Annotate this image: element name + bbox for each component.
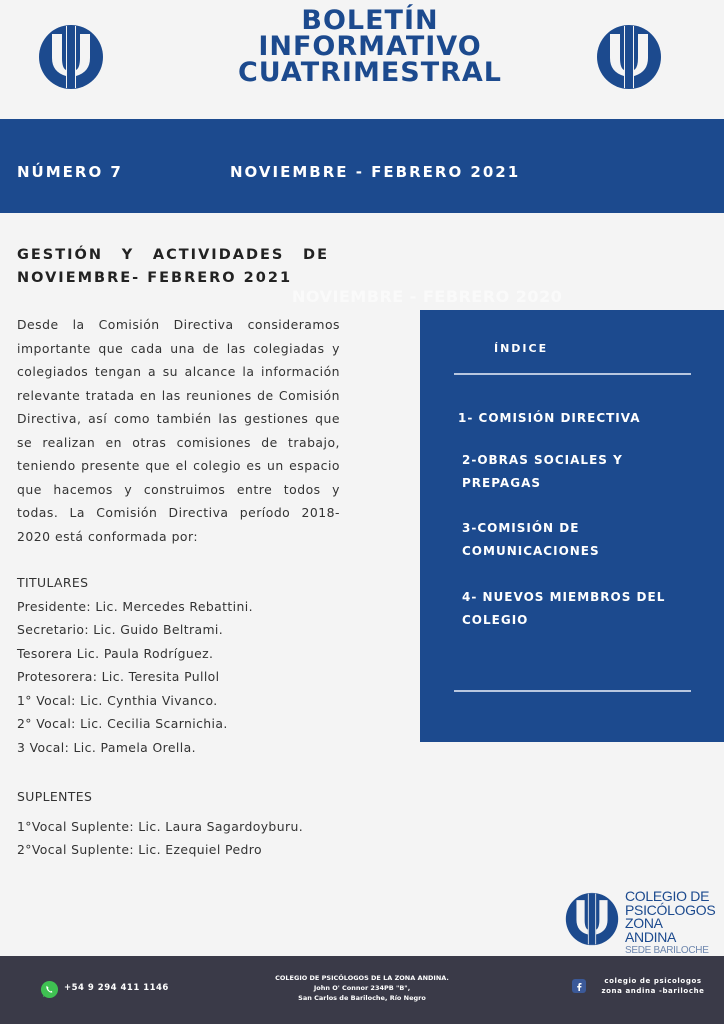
newsletter-header <box>0 0 724 118</box>
facebook-icon[interactable] <box>572 979 586 993</box>
list-item: Presidente: Lic. Mercedes Rebattini. <box>17 598 253 614</box>
list-item: 1°Vocal Suplente: Lic. Laura Sagardoyburu. <box>17 818 304 834</box>
title-line-3: CUATRIMESTRAL <box>237 57 503 88</box>
address-block <box>262 973 462 1003</box>
psi-logo-icon <box>38 24 104 90</box>
whatsapp-icon[interactable] <box>40 980 59 999</box>
title-line-1: BOLETÍN <box>301 5 439 36</box>
issue-number: NÚMERO 7 <box>17 163 123 181</box>
titulares-heading: TITULARES <box>17 575 89 590</box>
brand-line: COLEGIO DE <box>625 888 710 904</box>
facebook-line: zona andina -bariloche <box>601 987 705 995</box>
index-box <box>420 310 724 742</box>
psi-logo-icon <box>596 24 662 90</box>
college-logo <box>565 888 716 956</box>
index-item-comision-directiva[interactable]: 1- COMISIÓN DIRECTIVA <box>458 411 641 425</box>
psi-logo-icon <box>565 892 619 946</box>
list-item: 1° Vocal: Lic. Cynthia Vivanco. <box>17 692 218 708</box>
brand-line: ZONA ANDINA <box>625 915 677 945</box>
address-line: San Carlos de Bariloche, Río Negro <box>298 994 426 1002</box>
address-line: COLEGIO DE PSICÓLOGOS DE LA ZONA ANDINA. <box>275 974 449 982</box>
suplentes-heading: SUPLENTES <box>17 789 93 804</box>
list-item: 2° Vocal: Lic. Cecilia Scarnichia. <box>17 716 228 731</box>
brand-line: SEDE BARILOCHE <box>625 945 709 956</box>
brand-line: PSICÓLOGOS <box>625 901 716 918</box>
index-divider <box>454 690 691 692</box>
issue-date: NOVIEMBRE - FEBRERO 2021 <box>230 163 521 181</box>
footer <box>0 956 724 1024</box>
suplentes-list <box>17 785 303 862</box>
newsletter-title <box>200 5 540 88</box>
list-item: Tesorera Lic. Paula Rodríguez. <box>17 645 214 661</box>
list-item: Secretario: Lic. Guido Beltrami. <box>17 622 224 637</box>
index-item-nuevos-miembros[interactable]: 4- NUEVOS MIEMBROS DEL COLEGIO <box>462 590 666 627</box>
title-line-2: INFORMATIVO <box>258 31 482 62</box>
index-item-obras-sociales[interactable]: 2-OBRAS SOCIALES Y PREPAGAS <box>462 453 623 490</box>
article-intro: Desde la Comisión Directiva consideramos importante que cada una de las colegiadas y colegiados tengan a su alcance la información relevante tratada en las reuniones de Comisión Directiva, así como también las gestiones que se realizan en otras comisiones de trabajo, teniendo presente que el colegio es un espacio que hacemos y construimos entre todos y todas. La Comisión Directiva período 2018- 2020 está conformada por: <box>17 317 340 544</box>
facebook-page-link[interactable] <box>598 976 708 996</box>
facebook-line: colegio de psicologos <box>604 977 702 985</box>
phone-number[interactable]: +54 9 294 411 1146 <box>64 983 169 993</box>
issue-band <box>0 119 724 213</box>
index-item-comision-comunicaciones[interactable]: 3-COMISIÓN DE COMUNICACIONES <box>462 521 600 558</box>
index-heading: ÍNDICE <box>494 342 549 355</box>
article-title: GESTIÓN Y ACTIVIDADES DE NOVIEMBRE- FEBRERO 2021 <box>17 247 329 286</box>
list-item: 3 Vocal: Lic. Pamela Orella. <box>17 739 196 755</box>
list-item: Protesorera: Lic. Teresita Pullol <box>17 669 220 684</box>
ghost-date-text: NOVIEMBRE - FEBRERO 2020 <box>292 287 563 306</box>
index-divider <box>454 373 691 375</box>
titulares-list <box>17 571 253 759</box>
list-item: 2°Vocal Suplente: Lic. Ezequiel Pedro <box>17 842 262 857</box>
address-line: John O' Connor 234PB "B", <box>313 984 411 992</box>
college-logo-text <box>625 890 715 958</box>
